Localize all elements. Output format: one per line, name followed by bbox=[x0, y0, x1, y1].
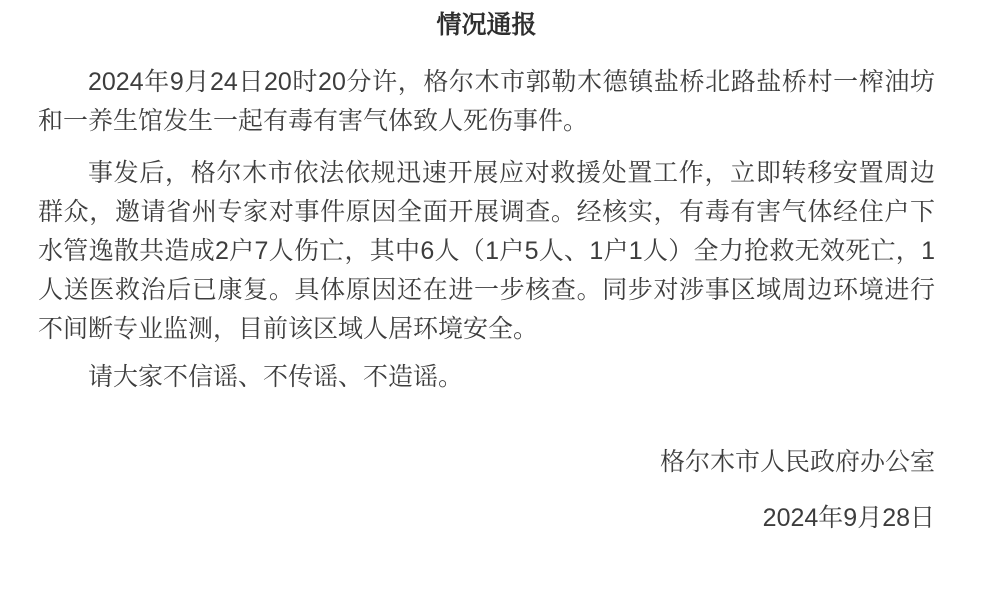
paragraph-appeal: 请大家不信谣、不传谣、不造谣。 bbox=[88, 363, 464, 391]
paragraph-incident: 2024年9月24日20时20分许，格尔木市郭勒木德镇盐桥北路盐桥村一榨油坊和一养生馆发生一起有毒有害气体致人死伤事件。 bbox=[38, 68, 935, 135]
paragraph-response: 事发后，格尔木市依法依规迅速开展应对救援处置工作，立即转移安置周边群众，邀请省州专家对事件原因全面开展调查。经核实，有毒有害气体经住户下水管逸散共造成2户7人伤亡，其中6人（1户5人、1户1人）全力抢救无效死亡，1人送医救治后已康复。具体原因还在进一步核查。同步对涉事区域周边环境进行不间断专业监测，目前该区域人居环境安全。 bbox=[38, 159, 935, 343]
issuer-signature: 格尔木市人民政府办公室 bbox=[659, 448, 935, 476]
issue-date: 2024年9月28日 bbox=[762, 504, 935, 532]
document-title: 情况通报 bbox=[436, 11, 537, 39]
